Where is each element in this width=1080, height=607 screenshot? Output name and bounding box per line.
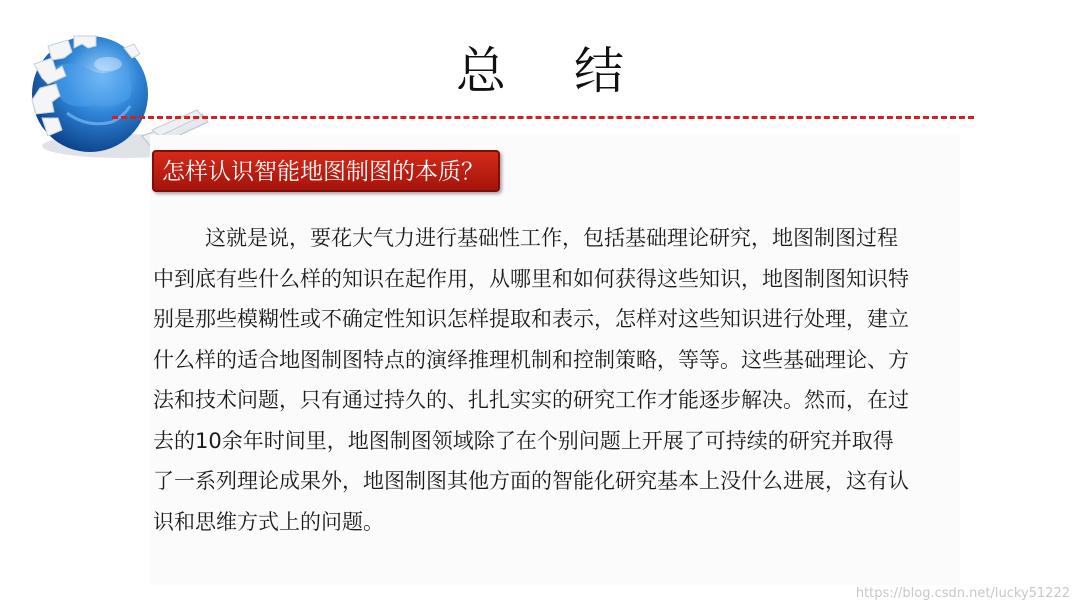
body-paragraph: 这就是说，要花大气力进行基础性工作，包括基础理论研究，地图制图过程中到底有些什么样的知识在起作用，从哪里和如何获得这些知识，地图制图知识特别是那些模糊性或不确定性知识怎样提取和表示，怎样对这些知识进行处理，建立什么样的适合地图制图特点的演绎推理机制和控制策略，等等。这些基础理论、方法和技术问题，只有通过持久的、扎扎实实的研究工作才能逐步解决。然而，在过去的10余年时间里，地图制图领域除了在个别问题上开展了可持续的研究并取得了一系列理论成果外，地图制图其他方面的智能化研究基本上没什么进展，这有认识和思维方式上的问题。: [153, 226, 909, 534]
page-title: 总 结: [456, 42, 650, 100]
watermark: https://blog.csdn.net/lucky51222: [855, 586, 1070, 601]
question-banner: 怎样认识智能地图制图的本质？: [152, 150, 500, 192]
title-divider: [112, 116, 974, 119]
